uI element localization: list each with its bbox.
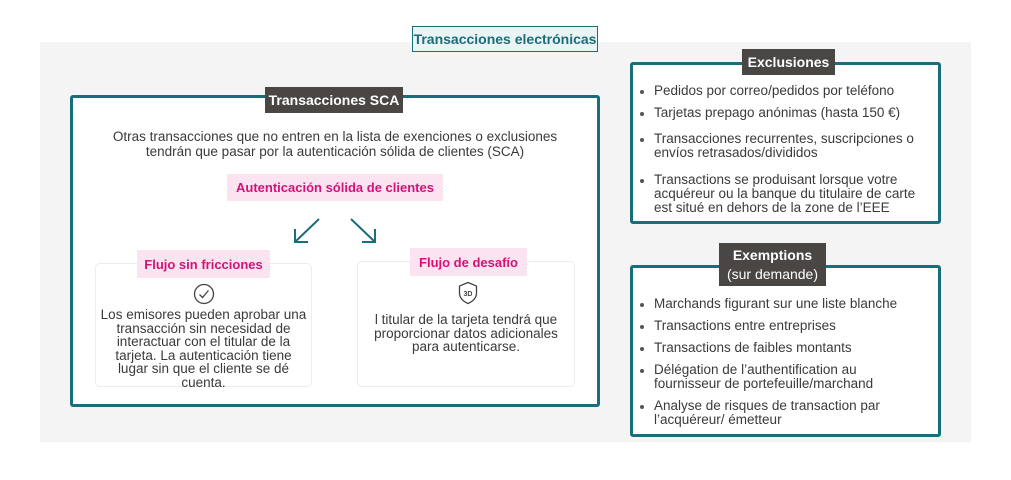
diagram-title: Transacciones electrónicas — [412, 26, 598, 52]
list-item — [632, 84, 932, 98]
list-item-line: envíos retrasados/divididos — [654, 145, 818, 160]
list-item-line: Transacciones recurrentes, suscripciones o — [654, 131, 914, 146]
list-item-line: Marchands figurant sur une liste blanche — [654, 296, 898, 311]
list-item-line: Transactions entre entreprises — [654, 318, 836, 333]
frictionless-line: transacción sin necesidad de — [116, 320, 291, 336]
list-item — [632, 341, 932, 355]
exemptions-title: Exemptions — [732, 246, 813, 263]
list-item-line: fournisseur de portefeuille/marchand — [654, 376, 874, 391]
arrow-left-down-icon — [290, 216, 322, 246]
list-item-line: Tarjetas prepago anónimas (hasta 150 €) — [654, 105, 901, 120]
frictionless-line: cuenta. — [181, 374, 226, 390]
challenge-line: para autenticarse. — [411, 339, 521, 354]
frictionless-label: Flujo sin fricciones — [137, 250, 270, 278]
challenge-line: l titular de la tarjeta tendrá que — [374, 312, 558, 327]
list-item-line: Pedidos por correo/pedidos por teléfono — [654, 83, 895, 98]
sca-tag: Autenticación sólida de clientes — [227, 174, 443, 201]
check-circle-icon — [193, 283, 215, 305]
list-item — [632, 363, 932, 391]
sca-label: Transacciones SCA — [265, 87, 403, 113]
sca-intro-line-2: tendrán que pasar por la autenticación sólida de clientes (SCA) — [145, 144, 525, 159]
list-item — [632, 106, 932, 120]
list-item — [632, 173, 932, 215]
frictionless-line: Los emisores pueden aprobar una — [100, 307, 307, 322]
challenge-label: Flujo de desafío — [410, 248, 527, 276]
list-item — [632, 319, 932, 333]
sca-intro — [96, 129, 574, 159]
frictionless-description — [96, 308, 311, 389]
exclusions-label: Exclusiones — [742, 49, 835, 75]
frictionless-line: lugar sin que el cliente se dé — [117, 361, 290, 376]
sca-intro-line-1: Otras transacciones que no entren en la lista de exenciones o exclusiones — [112, 129, 558, 144]
arrow-right-down-icon — [348, 216, 380, 246]
3d-shield-icon — [457, 281, 479, 305]
list-item-line: Transactions de faibles montants — [654, 340, 852, 355]
list-item-line: Analyse de risques de transaction par — [654, 398, 880, 413]
exclusions-list — [632, 84, 932, 215]
exemptions-label — [719, 243, 826, 286]
list-item — [632, 132, 932, 160]
challenge-line: proporcionar datos adicionales — [374, 325, 558, 341]
frictionless-line: tarjeta. La autenticación tiene — [115, 347, 292, 363]
exemptions-list — [632, 297, 932, 427]
list-item — [632, 399, 932, 427]
challenge-description — [358, 313, 574, 354]
list-item-line: l’acquéreur/ émetteur — [654, 412, 782, 427]
exemptions-subtitle: (sur demande) — [726, 265, 819, 282]
list-item-line: Délégation de l’authentification au — [654, 362, 857, 377]
list-item-line: acquéreur ou la banque du titulaire de carte — [654, 186, 916, 201]
frictionless-line: interactuar con el titular de la — [116, 334, 291, 349]
list-item — [632, 297, 932, 311]
list-item-line: Transactions se produisant lorsque votre — [654, 172, 898, 187]
list-item-line: est situé en dehors de la zone de l’EEE — [654, 200, 890, 215]
3d-icon-text: 3D — [463, 291, 473, 298]
